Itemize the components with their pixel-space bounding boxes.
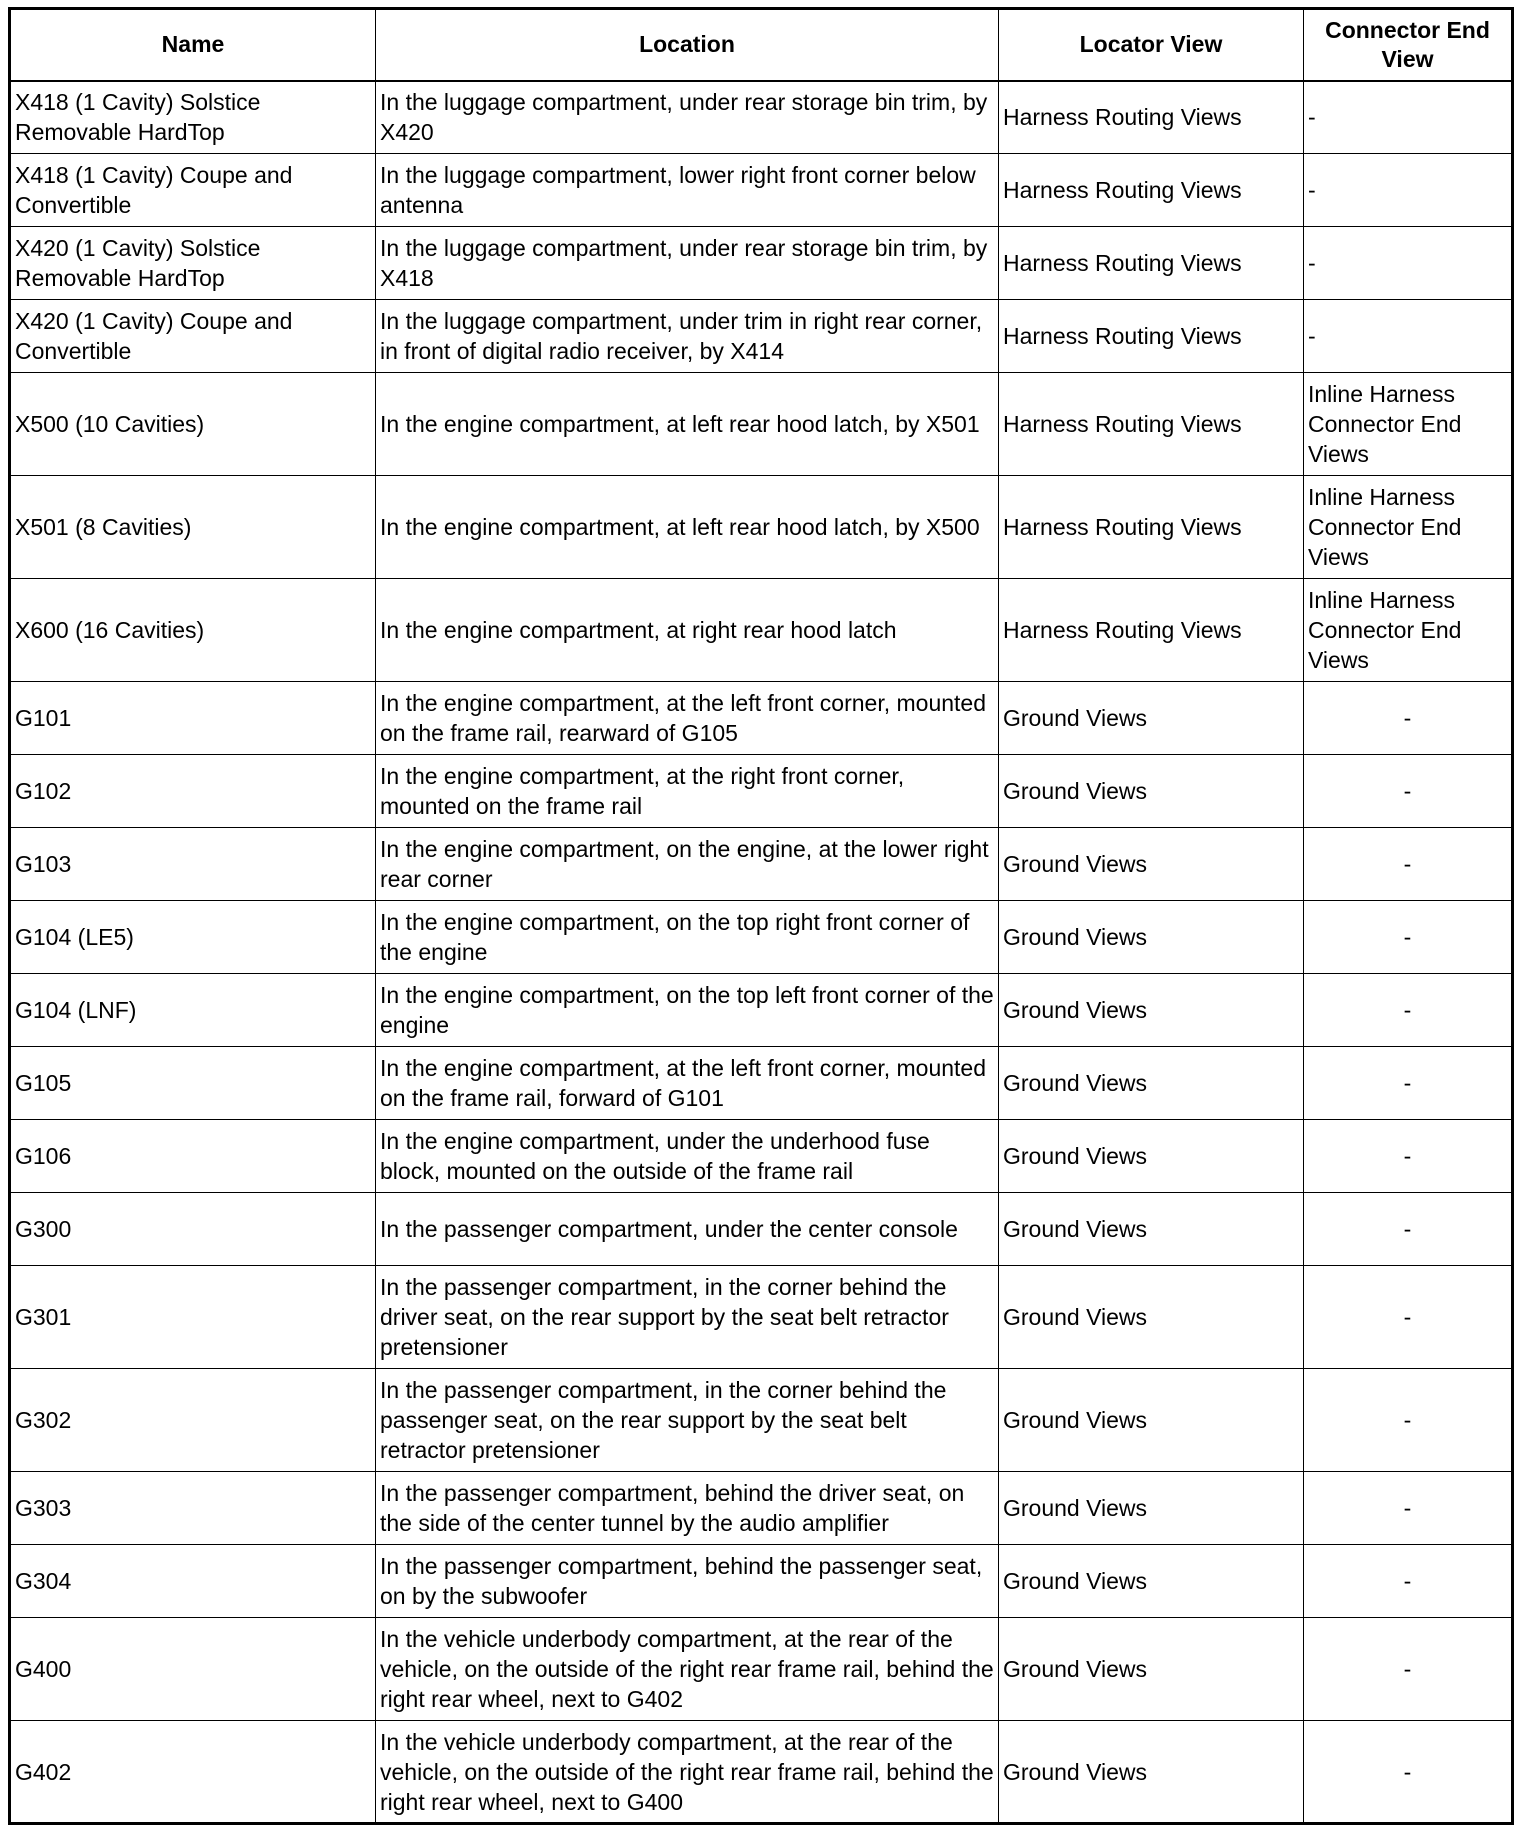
cell-location: In the engine compartment, under the underhood fuse block, mounted on the outside of the frame rail bbox=[376, 1120, 999, 1193]
table-row bbox=[10, 1721, 1513, 1824]
table-row bbox=[10, 300, 1513, 373]
cell-connector-end-view: - bbox=[1304, 154, 1513, 227]
cell-connector-end-view: - bbox=[1304, 1618, 1513, 1721]
cell-name: G101 bbox=[10, 682, 376, 755]
cell-locator-view: Ground Views bbox=[999, 901, 1304, 974]
cell-name: G304 bbox=[10, 1545, 376, 1618]
table-row bbox=[10, 1266, 1513, 1369]
cell-name: G302 bbox=[10, 1369, 376, 1472]
cell-location: In the engine compartment, at left rear hood latch, by X501 bbox=[376, 373, 999, 476]
cell-connector-end-view: - bbox=[1304, 1266, 1513, 1369]
cell-connector-end-view: - bbox=[1304, 1047, 1513, 1120]
table-row bbox=[10, 1545, 1513, 1618]
table-row bbox=[10, 1472, 1513, 1545]
cell-connector-end-view: - bbox=[1304, 227, 1513, 300]
cell-locator-view: Ground Views bbox=[999, 755, 1304, 828]
cell-locator-view: Harness Routing Views bbox=[999, 300, 1304, 373]
connector-location-table bbox=[8, 7, 1514, 1825]
cell-location: In the engine compartment, on the top right front corner of the engine bbox=[376, 901, 999, 974]
cell-name: X501 (8 Cavities) bbox=[10, 476, 376, 579]
cell-connector-end-view: - bbox=[1304, 682, 1513, 755]
cell-connector-end-view: - bbox=[1304, 1721, 1513, 1824]
cell-location: In the engine compartment, at the left front corner, mounted on the frame rail, forward of G101 bbox=[376, 1047, 999, 1120]
cell-locator-view: Ground Views bbox=[999, 1120, 1304, 1193]
table-row bbox=[10, 828, 1513, 901]
table-row bbox=[10, 81, 1513, 154]
table-row bbox=[10, 579, 1513, 682]
cell-connector-end-view: - bbox=[1304, 755, 1513, 828]
cell-connector-end-view: - bbox=[1304, 300, 1513, 373]
cell-name: X418 (1 Cavity) Solstice Removable HardTop bbox=[10, 81, 376, 154]
table-header-row bbox=[10, 9, 1513, 81]
cell-name: X418 (1 Cavity) Coupe and Convertible bbox=[10, 154, 376, 227]
cell-locator-view: Ground Views bbox=[999, 1369, 1304, 1472]
cell-name: G105 bbox=[10, 1047, 376, 1120]
cell-name: X500 (10 Cavities) bbox=[10, 373, 376, 476]
cell-locator-view: Ground Views bbox=[999, 1047, 1304, 1120]
cell-locator-view: Harness Routing Views bbox=[999, 476, 1304, 579]
cell-name: G402 bbox=[10, 1721, 376, 1824]
cell-connector-end-view: - bbox=[1304, 1120, 1513, 1193]
cell-name: G106 bbox=[10, 1120, 376, 1193]
cell-location: In the engine compartment, at the right front corner, mounted on the frame rail bbox=[376, 755, 999, 828]
cell-locator-view: Ground Views bbox=[999, 1545, 1304, 1618]
cell-connector-end-view: - bbox=[1304, 1472, 1513, 1545]
cell-name: G104 (LNF) bbox=[10, 974, 376, 1047]
cell-location: In the passenger compartment, in the corner behind the passenger seat, on the rear support by the seat belt retractor pretensioner bbox=[376, 1369, 999, 1472]
cell-name: X420 (1 Cavity) Solstice Removable HardTop bbox=[10, 227, 376, 300]
cell-connector-end-view: - bbox=[1304, 901, 1513, 974]
header-connector-end-view: Connector End View bbox=[1304, 9, 1513, 81]
cell-locator-view: Harness Routing Views bbox=[999, 81, 1304, 154]
cell-name: X420 (1 Cavity) Coupe and Convertible bbox=[10, 300, 376, 373]
cell-name: G300 bbox=[10, 1193, 376, 1266]
cell-locator-view: Ground Views bbox=[999, 1266, 1304, 1369]
cell-locator-view: Harness Routing Views bbox=[999, 154, 1304, 227]
cell-connector-end-view: Inline Harness Connector End Views bbox=[1304, 579, 1513, 682]
cell-location: In the engine compartment, at the left front corner, mounted on the frame rail, rearward of G105 bbox=[376, 682, 999, 755]
cell-locator-view: Ground Views bbox=[999, 1472, 1304, 1545]
cell-name: G303 bbox=[10, 1472, 376, 1545]
cell-locator-view: Ground Views bbox=[999, 1618, 1304, 1721]
cell-locator-view: Harness Routing Views bbox=[999, 227, 1304, 300]
cell-name: G104 (LE5) bbox=[10, 901, 376, 974]
cell-locator-view: Harness Routing Views bbox=[999, 579, 1304, 682]
header-location: Location bbox=[376, 9, 999, 81]
table-row bbox=[10, 755, 1513, 828]
table-row bbox=[10, 901, 1513, 974]
cell-connector-end-view: - bbox=[1304, 1193, 1513, 1266]
cell-location: In the engine compartment, on the top left front corner of the engine bbox=[376, 974, 999, 1047]
cell-location: In the vehicle underbody compartment, at the rear of the vehicle, on the outside of the right rear frame rail, behind the right rear wheel, next to G402 bbox=[376, 1618, 999, 1721]
cell-locator-view: Ground Views bbox=[999, 682, 1304, 755]
table-row bbox=[10, 154, 1513, 227]
header-locator-view: Locator View bbox=[999, 9, 1304, 81]
cell-location: In the luggage compartment, under rear storage bin trim, by X420 bbox=[376, 81, 999, 154]
cell-location: In the passenger compartment, behind the passenger seat, on by the subwoofer bbox=[376, 1545, 999, 1618]
cell-location: In the engine compartment, on the engine, at the lower right rear corner bbox=[376, 828, 999, 901]
cell-locator-view: Ground Views bbox=[999, 828, 1304, 901]
table-row bbox=[10, 1369, 1513, 1472]
table-row bbox=[10, 476, 1513, 579]
cell-connector-end-view: Inline Harness Connector End Views bbox=[1304, 373, 1513, 476]
cell-name: G103 bbox=[10, 828, 376, 901]
cell-connector-end-view: Inline Harness Connector End Views bbox=[1304, 476, 1513, 579]
cell-locator-view: Ground Views bbox=[999, 1193, 1304, 1266]
cell-location: In the passenger compartment, behind the driver seat, on the side of the center tunnel by the audio amplifier bbox=[376, 1472, 999, 1545]
cell-location: In the engine compartment, at right rear hood latch bbox=[376, 579, 999, 682]
cell-name: G102 bbox=[10, 755, 376, 828]
cell-locator-view: Harness Routing Views bbox=[999, 373, 1304, 476]
cell-name: G400 bbox=[10, 1618, 376, 1721]
cell-connector-end-view: - bbox=[1304, 974, 1513, 1047]
cell-connector-end-view: - bbox=[1304, 81, 1513, 154]
cell-connector-end-view: - bbox=[1304, 1369, 1513, 1472]
cell-locator-view: Ground Views bbox=[999, 1721, 1304, 1824]
cell-name: X600 (16 Cavities) bbox=[10, 579, 376, 682]
table-row bbox=[10, 373, 1513, 476]
cell-connector-end-view: - bbox=[1304, 1545, 1513, 1618]
cell-location: In the engine compartment, at left rear hood latch, by X500 bbox=[376, 476, 999, 579]
table-row bbox=[10, 1047, 1513, 1120]
table-row bbox=[10, 1120, 1513, 1193]
cell-location: In the vehicle underbody compartment, at the rear of the vehicle, on the outside of the right rear frame rail, behind the right rear wheel, next to G400 bbox=[376, 1721, 999, 1824]
cell-location: In the passenger compartment, under the center console bbox=[376, 1193, 999, 1266]
cell-location: In the passenger compartment, in the corner behind the driver seat, on the rear support by the seat belt retractor pretensioner bbox=[376, 1266, 999, 1369]
table-row bbox=[10, 1193, 1513, 1266]
table-row bbox=[10, 974, 1513, 1047]
cell-locator-view: Ground Views bbox=[999, 974, 1304, 1047]
cell-connector-end-view: - bbox=[1304, 828, 1513, 901]
table-row bbox=[10, 227, 1513, 300]
cell-name: G301 bbox=[10, 1266, 376, 1369]
cell-location: In the luggage compartment, under rear storage bin trim, by X418 bbox=[376, 227, 999, 300]
table-row bbox=[10, 682, 1513, 755]
header-name: Name bbox=[10, 9, 376, 81]
table-row bbox=[10, 1618, 1513, 1721]
cell-location: In the luggage compartment, under trim in right rear corner, in front of digital radio receiver, by X414 bbox=[376, 300, 999, 373]
cell-location: In the luggage compartment, lower right front corner below antenna bbox=[376, 154, 999, 227]
